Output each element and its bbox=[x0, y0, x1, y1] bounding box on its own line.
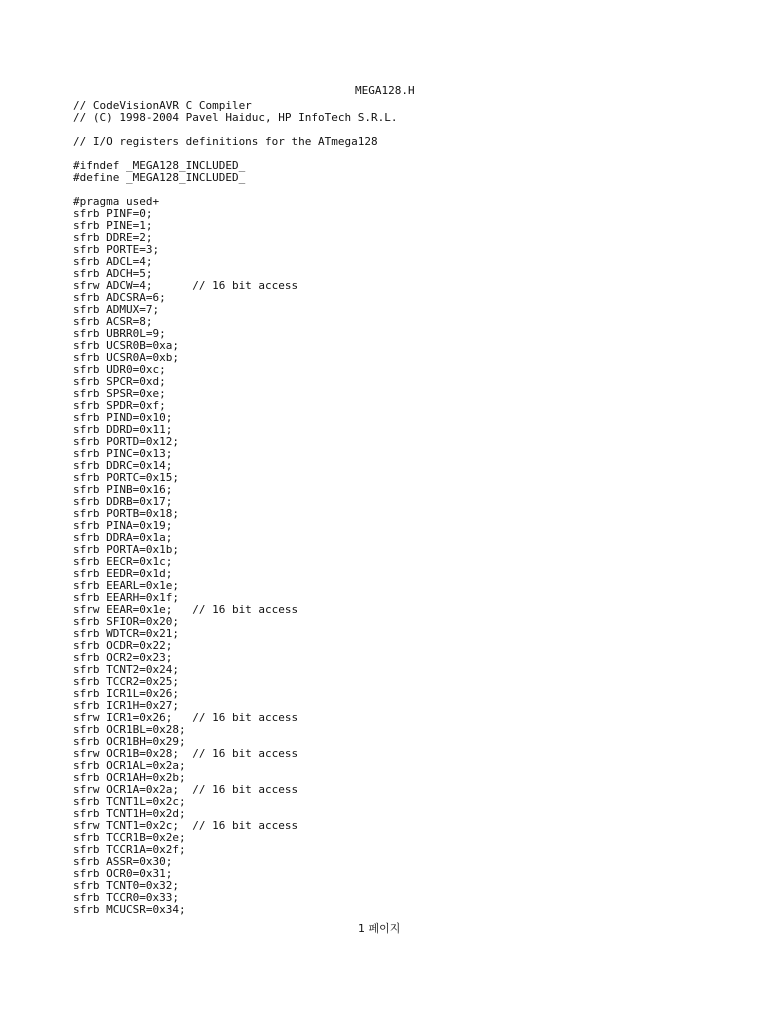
code-line: sfrb DDRB=0x17; bbox=[73, 495, 173, 508]
code-line: sfrb ADCH=5; bbox=[73, 267, 153, 280]
code-line: sfrb TCNT1L=0x2c; bbox=[73, 795, 186, 808]
code-line: sfrb OCR2=0x23; bbox=[73, 651, 173, 664]
code-line: sfrw OCR1A=0x2a; // 16 bit access bbox=[73, 783, 299, 796]
code-line: sfrb PORTA=0x1b; bbox=[73, 543, 179, 556]
code-line: sfrb UCSR0A=0xb; bbox=[73, 351, 179, 364]
code-line: sfrb DDRA=0x1a; bbox=[73, 531, 173, 544]
description-comment-line: // I/O registers definitions for the ATmega128 bbox=[73, 135, 378, 148]
code-line: sfrw ICR1=0x26; // 16 bit access bbox=[73, 711, 299, 724]
code-line: sfrb EEDR=0x1d; bbox=[73, 567, 173, 580]
code-line: sfrb PIND=0x10; bbox=[73, 411, 173, 424]
code-line: sfrb TCNT2=0x24; bbox=[73, 663, 179, 676]
code-line: sfrb ICR1L=0x26; bbox=[73, 687, 179, 700]
code-line: sfrw EEAR=0x1e; // 16 bit access bbox=[73, 603, 299, 616]
code-line: sfrb ADMUX=7; bbox=[73, 303, 160, 316]
code-line: sfrb UBRR0L=9; bbox=[73, 327, 166, 340]
include-guard-line: #define _MEGA128_INCLUDED_ bbox=[73, 171, 246, 184]
code-line: sfrb TCCR1B=0x2e; bbox=[73, 831, 186, 844]
code-line: sfrb OCR0=0x31; bbox=[73, 867, 173, 880]
code-line: sfrb ADCL=4; bbox=[73, 255, 153, 268]
code-line: sfrb DDRE=2; bbox=[73, 231, 153, 244]
code-line: sfrb PORTE=3; bbox=[73, 243, 160, 256]
code-line: #pragma used+ bbox=[73, 195, 160, 208]
code-listing bbox=[73, 100, 398, 916]
code-line: sfrw OCR1B=0x28; // 16 bit access bbox=[73, 747, 299, 760]
code-line: sfrb TCCR2=0x25; bbox=[73, 675, 179, 688]
header-comment-line: // (C) 1998-2004 Pavel Haiduc, HP InfoTech S.R.L. bbox=[73, 111, 398, 124]
code-line: sfrb OCDR=0x22; bbox=[73, 639, 173, 652]
file-title: MEGA128.H bbox=[355, 84, 415, 97]
code-line: sfrb PORTB=0x18; bbox=[73, 507, 179, 520]
code-line: sfrb PINF=0; bbox=[73, 207, 153, 220]
code-line: sfrb TCCR0=0x33; bbox=[73, 891, 179, 904]
code-line: sfrb SPCR=0xd; bbox=[73, 375, 166, 388]
code-line: sfrb EECR=0x1c; bbox=[73, 555, 173, 568]
code-line: sfrb MCUCSR=0x34; bbox=[73, 903, 186, 916]
header-comment-line: // CodeVisionAVR C Compiler bbox=[73, 99, 252, 112]
code-line: sfrb PORTC=0x15; bbox=[73, 471, 179, 484]
code-line: sfrb PINA=0x19; bbox=[73, 519, 173, 532]
code-line: sfrb EEARH=0x1f; bbox=[73, 591, 179, 604]
code-line: sfrb ICR1H=0x27; bbox=[73, 699, 179, 712]
code-line: sfrb TCNT0=0x32; bbox=[73, 879, 179, 892]
code-line: sfrb SPDR=0xf; bbox=[73, 399, 166, 412]
code-line: sfrb OCR1BH=0x29; bbox=[73, 735, 186, 748]
code-line: sfrb WDTCR=0x21; bbox=[73, 627, 179, 640]
include-guard-line: #ifndef _MEGA128_INCLUDED_ bbox=[73, 159, 246, 172]
code-line: sfrb DDRD=0x11; bbox=[73, 423, 173, 436]
code-line: sfrb TCCR1A=0x2f; bbox=[73, 843, 186, 856]
code-line: sfrb ADCSRA=6; bbox=[73, 291, 166, 304]
code-line: sfrb ACSR=8; bbox=[73, 315, 153, 328]
code-line: sfrw ADCW=4; // 16 bit access bbox=[73, 279, 299, 292]
code-line: sfrb EEARL=0x1e; bbox=[73, 579, 179, 592]
code-line: sfrb OCR1AH=0x2b; bbox=[73, 771, 186, 784]
register-definitions bbox=[73, 196, 398, 916]
code-line: sfrb PORTD=0x12; bbox=[73, 435, 179, 448]
code-line: sfrb UCSR0B=0xa; bbox=[73, 339, 179, 352]
code-line: sfrb SPSR=0xe; bbox=[73, 387, 166, 400]
code-line: sfrb PINB=0x16; bbox=[73, 483, 173, 496]
code-line: sfrb TCNT1H=0x2d; bbox=[73, 807, 186, 820]
code-line: sfrb OCR1BL=0x28; bbox=[73, 723, 186, 736]
code-line: sfrb OCR1AL=0x2a; bbox=[73, 759, 186, 772]
page-number: 1 페이지 bbox=[358, 922, 401, 935]
code-line: sfrb PINC=0x13; bbox=[73, 447, 173, 460]
code-line: sfrb ASSR=0x30; bbox=[73, 855, 173, 868]
code-line: sfrb UDR0=0xc; bbox=[73, 363, 166, 376]
code-line: sfrb SFIOR=0x20; bbox=[73, 615, 179, 628]
code-line: sfrb DDRC=0x14; bbox=[73, 459, 173, 472]
code-line: sfrb PINE=1; bbox=[73, 219, 153, 232]
code-line: sfrw TCNT1=0x2c; // 16 bit access bbox=[73, 819, 299, 832]
